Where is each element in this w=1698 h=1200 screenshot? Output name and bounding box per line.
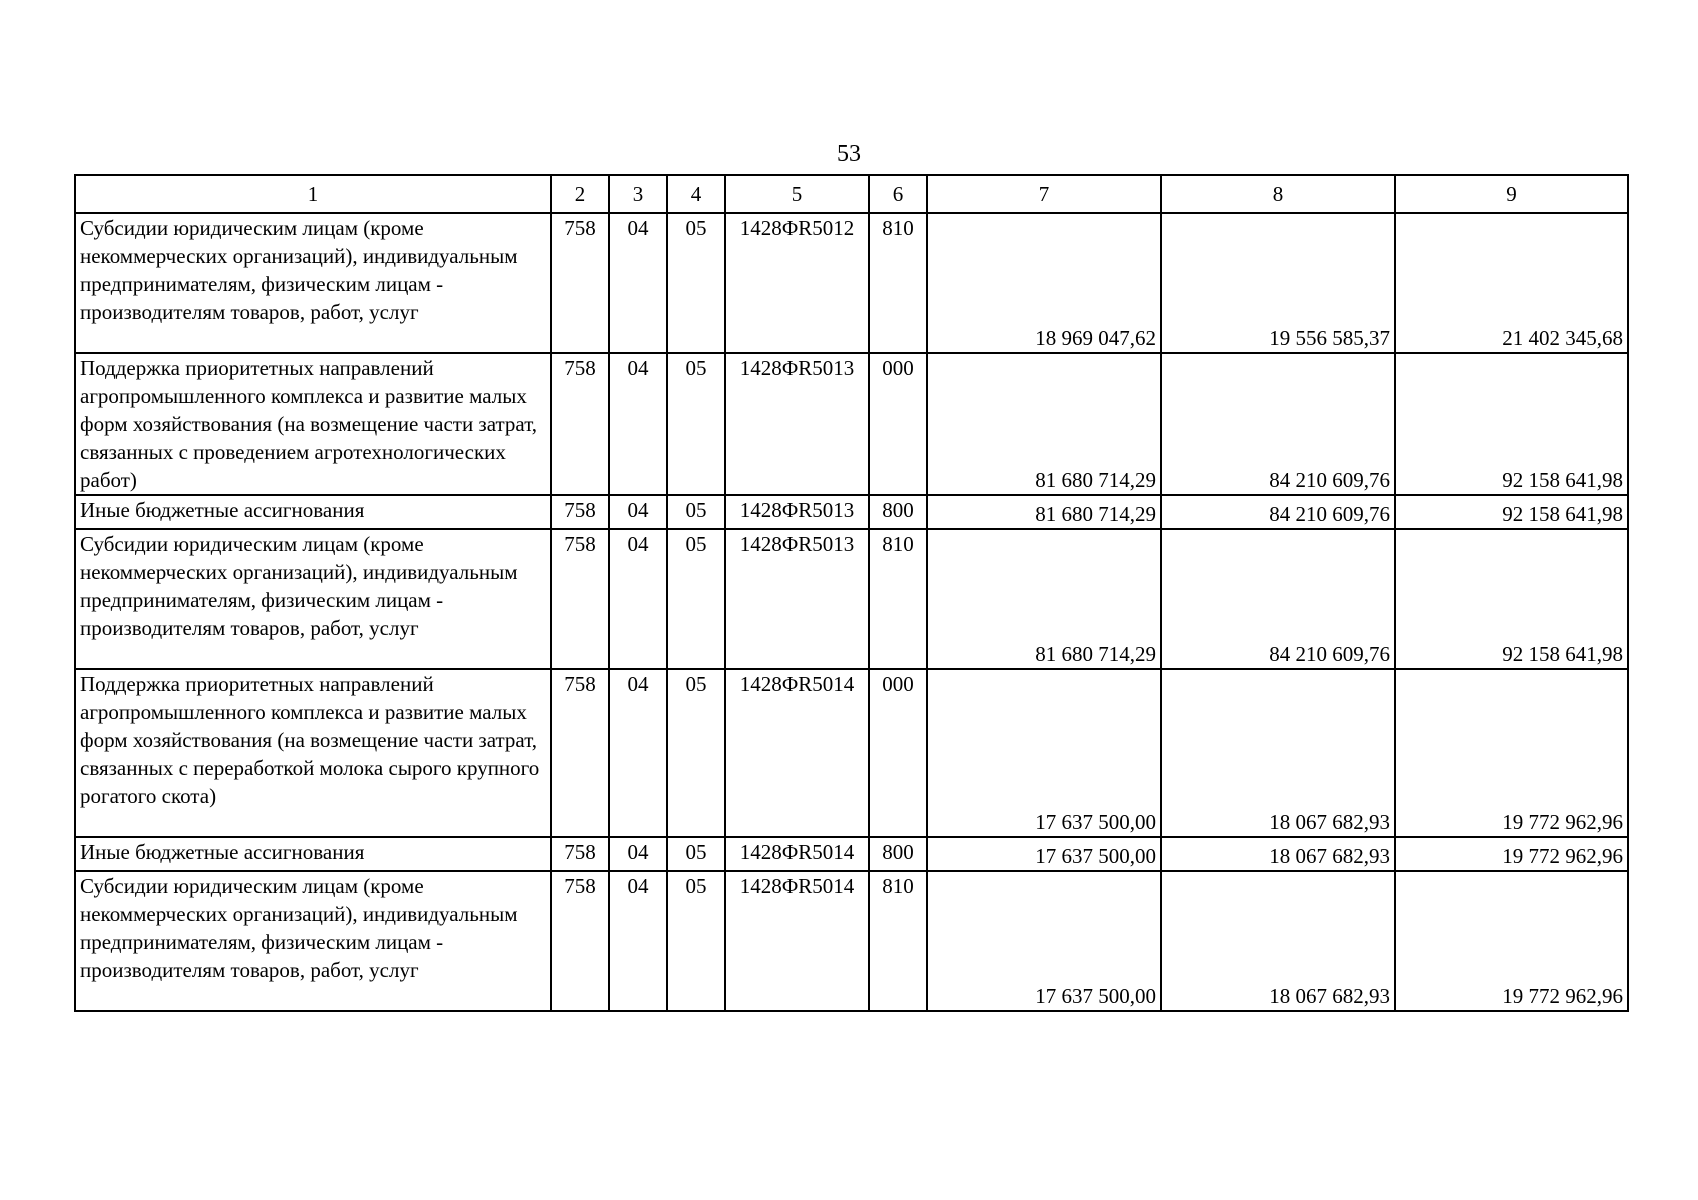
code-cell: 758 — [551, 353, 609, 495]
code-cell: 04 — [609, 213, 667, 353]
code-cell: 1428ФR5013 — [725, 353, 869, 495]
table-row — [75, 871, 1628, 1011]
code-cell: 000 — [869, 353, 927, 495]
amount-cell: 19 772 962,96 — [1395, 669, 1628, 837]
code-cell: 1428ФR5014 — [725, 837, 869, 871]
item-name: Поддержка приоритетных направлений агропромышленного комплекса и развитие малых форм хозяйствования (на возмещение части затрат, связанных с переработкой молока сырого крупного рогатого скота) — [75, 669, 551, 837]
table-row — [75, 669, 1628, 837]
amount-cell: 18 969 047,62 — [927, 213, 1161, 353]
header-cell: 1 — [75, 175, 551, 213]
item-name: Поддержка приоритетных направлений агропромышленного комплекса и развитие малых форм хозяйствования (на возмещение части затрат, связанных с проведением агротехнологических работ) — [75, 353, 551, 495]
amount-cell: 21 402 345,68 — [1395, 213, 1628, 353]
amount-cell: 17 637 500,00 — [927, 837, 1161, 871]
code-cell: 800 — [869, 837, 927, 871]
code-cell: 758 — [551, 529, 609, 669]
page-number: 53 — [837, 141, 861, 167]
code-cell: 05 — [667, 837, 725, 871]
code-cell: 1428ФR5014 — [725, 669, 869, 837]
amount-cell: 81 680 714,29 — [927, 353, 1161, 495]
item-name: Иные бюджетные ассигнования — [75, 495, 551, 529]
amount-cell: 92 158 641,98 — [1395, 353, 1628, 495]
header-cell: 4 — [667, 175, 725, 213]
header-cell: 5 — [725, 175, 869, 213]
table-row — [75, 837, 1628, 871]
header-cell: 9 — [1395, 175, 1628, 213]
code-cell: 758 — [551, 213, 609, 353]
code-cell: 810 — [869, 529, 927, 669]
amount-cell: 18 067 682,93 — [1161, 837, 1395, 871]
table-row — [75, 353, 1628, 495]
code-cell: 04 — [609, 495, 667, 529]
header-cell: 3 — [609, 175, 667, 213]
amount-cell: 17 637 500,00 — [927, 871, 1161, 1011]
amount-cell: 18 067 682,93 — [1161, 871, 1395, 1011]
code-cell: 05 — [667, 213, 725, 353]
code-cell: 000 — [869, 669, 927, 837]
code-cell: 05 — [667, 495, 725, 529]
item-name: Субсидии юридическим лицам (кроме некоммерческих организаций), индивидуальным предпринимателям, физическим лицам - производителям товаров, работ, услуг — [75, 529, 551, 669]
code-cell: 800 — [869, 495, 927, 529]
code-cell: 1428ФR5014 — [725, 871, 869, 1011]
header-row — [75, 175, 1628, 213]
amount-cell: 92 158 641,98 — [1395, 495, 1628, 529]
code-cell: 810 — [869, 213, 927, 353]
table-row — [75, 529, 1628, 669]
amount-cell: 84 210 609,76 — [1161, 353, 1395, 495]
amount-cell: 19 556 585,37 — [1161, 213, 1395, 353]
code-cell: 758 — [551, 669, 609, 837]
code-cell: 758 — [551, 495, 609, 529]
code-cell: 758 — [551, 871, 609, 1011]
amount-cell: 84 210 609,76 — [1161, 495, 1395, 529]
amount-cell: 19 772 962,96 — [1395, 871, 1628, 1011]
code-cell: 05 — [667, 669, 725, 837]
code-cell: 04 — [609, 669, 667, 837]
header-cell: 6 — [869, 175, 927, 213]
item-name: Субсидии юридическим лицам (кроме некоммерческих организаций), индивидуальным предпринимателям, физическим лицам - производителям товаров, работ, услуг — [75, 871, 551, 1011]
amount-cell: 81 680 714,29 — [927, 495, 1161, 529]
item-name: Иные бюджетные ассигнования — [75, 837, 551, 871]
code-cell: 05 — [667, 353, 725, 495]
amount-cell: 18 067 682,93 — [1161, 669, 1395, 837]
code-cell: 1428ФR5013 — [725, 495, 869, 529]
code-cell: 1428ФR5012 — [725, 213, 869, 353]
code-cell: 758 — [551, 837, 609, 871]
code-cell: 04 — [609, 353, 667, 495]
header-cell: 2 — [551, 175, 609, 213]
budget-table — [74, 174, 1629, 1012]
code-cell: 04 — [609, 871, 667, 1011]
table-row — [75, 495, 1628, 529]
header-cell: 8 — [1161, 175, 1395, 213]
code-cell: 1428ФR5013 — [725, 529, 869, 669]
table-row — [75, 213, 1628, 353]
amount-cell: 92 158 641,98 — [1395, 529, 1628, 669]
amount-cell: 17 637 500,00 — [927, 669, 1161, 837]
code-cell: 05 — [667, 871, 725, 1011]
amount-cell: 19 772 962,96 — [1395, 837, 1628, 871]
code-cell: 04 — [609, 837, 667, 871]
amount-cell: 84 210 609,76 — [1161, 529, 1395, 669]
code-cell: 04 — [609, 529, 667, 669]
code-cell: 05 — [667, 529, 725, 669]
item-name: Субсидии юридическим лицам (кроме некоммерческих организаций), индивидуальным предпринимателям, физическим лицам - производителям товаров, работ, услуг — [75, 213, 551, 353]
code-cell: 810 — [869, 871, 927, 1011]
header-cell: 7 — [927, 175, 1161, 213]
amount-cell: 81 680 714,29 — [927, 529, 1161, 669]
